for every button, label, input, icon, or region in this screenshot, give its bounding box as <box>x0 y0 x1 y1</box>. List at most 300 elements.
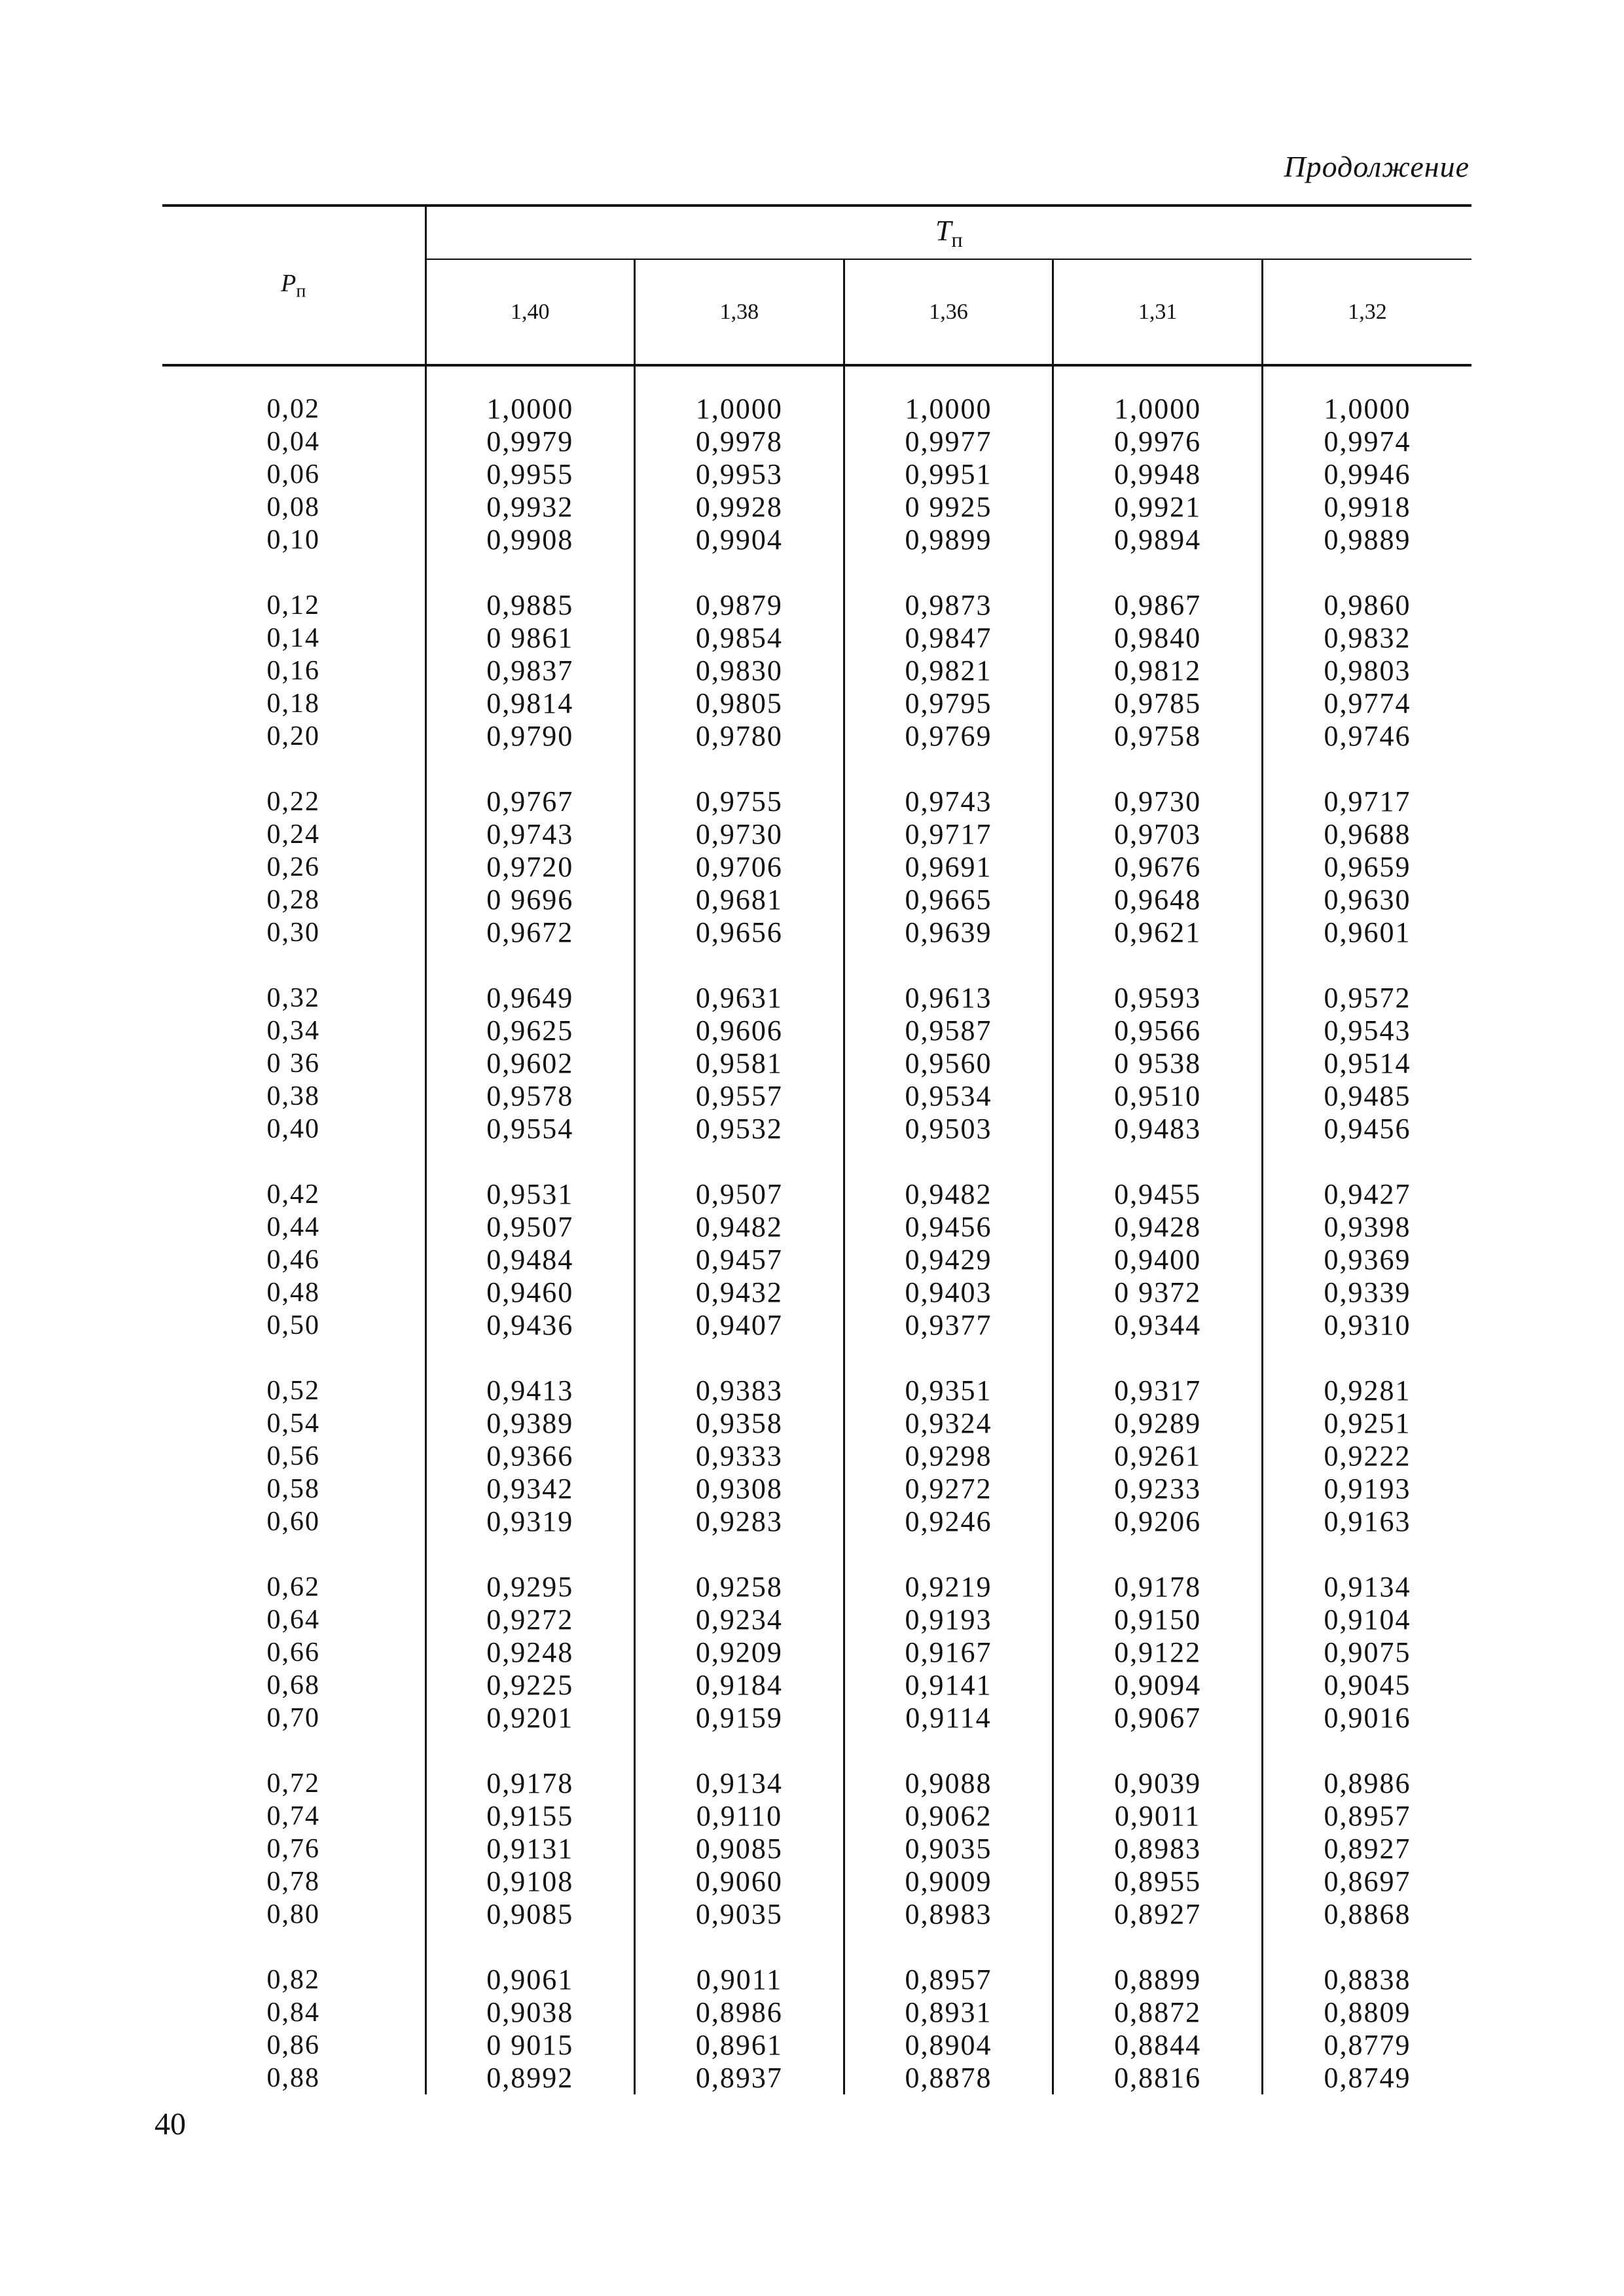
table-row <box>162 1800 1471 1833</box>
value-cell: 0,9894 <box>1053 524 1263 556</box>
value-cell: 0,9104 <box>1324 1604 1411 1636</box>
value-cell: 0,9482 <box>844 1145 1053 1211</box>
value-cell: 0,8955 <box>1053 1865 1263 1898</box>
value-cell: 0,9344 <box>1053 1309 1263 1342</box>
pressure-cell: 0,32 <box>162 949 425 1014</box>
value-cell: 0,9514 <box>1324 1047 1411 1079</box>
pressure-cell: 0,54 <box>162 1407 425 1440</box>
value-cell: 0 9861 <box>425 622 635 655</box>
table-row <box>162 1505 1471 1538</box>
value-cell: 0,9928 <box>635 491 844 524</box>
value-cell: 0,9460 <box>425 1276 635 1309</box>
value-cell: 0,9455 <box>1053 1145 1263 1211</box>
value-cell: 0,9840 <box>1053 622 1263 655</box>
value-cell: 0 9925 <box>844 491 1053 524</box>
value-cell: 0,9951 <box>844 458 1053 491</box>
value-cell: 0,9854 <box>635 622 844 655</box>
value-cell: 0,9613 <box>844 949 1053 1014</box>
value-cell: 0,9134 <box>1324 1571 1411 1603</box>
value-cell: 0,9122 <box>1053 1636 1263 1669</box>
value-cell: 0,9543 <box>1324 1014 1411 1047</box>
value-cell: 1,0000 <box>844 365 1053 425</box>
continuation-heading: Продолжение <box>1284 150 1470 183</box>
table-row <box>162 2029 1471 2062</box>
value-cell: 0,9233 <box>1053 1473 1263 1505</box>
value-cell: 0,9272 <box>844 1473 1053 1505</box>
value-cell: 0,8957 <box>1324 1800 1411 1832</box>
value-cell: 0,9730 <box>635 818 844 851</box>
column-header-temperature: 1,38 <box>635 259 844 365</box>
value-cell: 0,9258 <box>635 1538 844 1604</box>
value-cell: 0,9795 <box>844 687 1053 720</box>
value-cell: 0,9946 <box>1324 458 1411 490</box>
value-cell: 0,9225 <box>425 1669 635 1702</box>
table-row <box>162 2062 1471 2094</box>
value-cell: 0,9889 <box>1324 524 1411 556</box>
value-cell: 0,8809 <box>1324 1996 1411 2028</box>
table-row <box>162 365 1471 425</box>
value-cell: 0,9484 <box>425 1244 635 1276</box>
value-cell: 0,8878 <box>844 2062 1053 2094</box>
value-cell: 0,9310 <box>1324 1309 1411 1341</box>
value-cell: 0,9436 <box>425 1309 635 1342</box>
value-cell: 0,9769 <box>844 720 1053 753</box>
pressure-cell: 0,66 <box>162 1636 425 1669</box>
value-cell: 0 9538 <box>1053 1047 1263 1080</box>
value-cell: 0,9366 <box>425 1440 635 1473</box>
value-cell: 0,9755 <box>635 753 844 818</box>
value-cell: 0,9358 <box>635 1407 844 1440</box>
value-cell: 0,9377 <box>844 1309 1053 1342</box>
pressure-cell: 0,88 <box>162 2062 425 2094</box>
table-row <box>162 491 1471 524</box>
value-cell: 0,9860 <box>1324 589 1411 621</box>
pressure-cell: 0,42 <box>162 1145 425 1211</box>
pressure-cell: 0,20 <box>162 720 425 753</box>
value-cell: 0,9317 <box>1053 1342 1263 1407</box>
value-cell: 0,8904 <box>844 2029 1053 2062</box>
value-cell: 1,0000 <box>425 365 635 425</box>
value-cell: 0,9428 <box>1053 1211 1263 1244</box>
pressure-cell: 0,18 <box>162 687 425 720</box>
value-cell: 0,9011 <box>635 1931 844 1996</box>
value-cell: 0,9948 <box>1053 458 1263 491</box>
table-row <box>162 1014 1471 1047</box>
value-cell: 0,9281 <box>1324 1374 1411 1407</box>
pressure-cell: 0,08 <box>162 491 425 524</box>
value-cell: 0,9403 <box>844 1276 1053 1309</box>
value-cell: 0,9456 <box>844 1211 1053 1244</box>
table-body <box>162 365 1471 2094</box>
value-cell: 0,9758 <box>1053 720 1263 753</box>
data-table-container <box>162 204 1471 2094</box>
pressure-cell: 0,60 <box>162 1505 425 1538</box>
value-cell: 0,9648 <box>1053 884 1263 916</box>
value-cell: 0,9298 <box>844 1440 1053 1473</box>
value-cell: 0,9976 <box>1053 425 1263 458</box>
value-cell: 1,0000 <box>1053 365 1263 425</box>
pressure-cell: 0,40 <box>162 1113 425 1145</box>
value-cell: 0,9108 <box>425 1865 635 1898</box>
table-row <box>162 1309 1471 1342</box>
pressure-cell: 0,12 <box>162 556 425 622</box>
value-cell: 0 9372 <box>1053 1276 1263 1309</box>
table-row <box>162 884 1471 916</box>
value-cell: 0,9560 <box>844 1047 1053 1080</box>
value-cell: 0,9503 <box>844 1113 1053 1145</box>
table-row <box>162 1636 1471 1669</box>
value-cell: 0,9630 <box>1324 884 1411 916</box>
value-cell: 0,9398 <box>1324 1211 1411 1243</box>
column-group-subscript: п <box>951 227 963 251</box>
value-cell: 0,9676 <box>1053 851 1263 884</box>
value-cell: 0,9631 <box>635 949 844 1014</box>
value-cell: 0,9134 <box>635 1734 844 1800</box>
table-row <box>162 1276 1471 1309</box>
value-cell: 0,9805 <box>635 687 844 720</box>
value-cell: 0,9873 <box>844 556 1053 622</box>
value-cell: 0,9222 <box>1324 1440 1411 1472</box>
value-cell: 0,9178 <box>425 1734 635 1800</box>
value-cell: 0,9141 <box>844 1669 1053 1702</box>
pressure-cell: 0,04 <box>162 425 425 458</box>
value-cell: 0,9206 <box>1053 1505 1263 1538</box>
column-header-temperature: 1,31 <box>1053 259 1263 365</box>
value-cell: 0,8872 <box>1053 1996 1263 2029</box>
pressure-cell: 0,76 <box>162 1833 425 1865</box>
value-cell: 0,9507 <box>425 1211 635 1244</box>
table-row <box>162 1833 1471 1865</box>
value-cell: 0,9554 <box>425 1113 635 1145</box>
pressure-cell: 0,52 <box>162 1342 425 1407</box>
pressure-cell: 0,70 <box>162 1702 425 1734</box>
value-cell: 0,9248 <box>425 1636 635 1669</box>
value-cell: 0,9665 <box>844 884 1053 916</box>
value-cell: 0,8983 <box>1053 1833 1263 1865</box>
column-header-temperature: 1,36 <box>844 259 1053 365</box>
value-cell: 0,9295 <box>425 1538 635 1604</box>
value-cell: 0,9812 <box>1053 655 1263 687</box>
pressure-cell: 0,26 <box>162 851 425 884</box>
table-row <box>162 1669 1471 1702</box>
pressure-cell: 0,16 <box>162 655 425 687</box>
value-cell: 0,9790 <box>425 720 635 753</box>
table-row <box>162 655 1471 687</box>
table-row <box>162 1440 1471 1473</box>
table-row <box>162 1702 1471 1734</box>
value-cell: 0,9485 <box>1324 1080 1411 1112</box>
table-row <box>162 1342 1471 1407</box>
value-cell: 0,9510 <box>1053 1080 1263 1113</box>
value-cell: 0,9593 <box>1053 949 1263 1014</box>
value-cell: 0,9837 <box>425 655 635 687</box>
value-cell: 0,9899 <box>844 524 1053 556</box>
data-table <box>162 204 1471 2094</box>
value-cell: 0,9955 <box>425 458 635 491</box>
value-cell: 0,9606 <box>635 1014 844 1047</box>
value-cell: 0,8927 <box>1053 1898 1263 1931</box>
pressure-cell: 0,34 <box>162 1014 425 1047</box>
table-row <box>162 1080 1471 1113</box>
value-cell: 0,9821 <box>844 655 1053 687</box>
value-cell: 0,9780 <box>635 720 844 753</box>
value-cell: 0,9659 <box>1324 851 1411 883</box>
table-row <box>162 818 1471 851</box>
value-cell: 0,9339 <box>1324 1276 1411 1308</box>
table-row <box>162 1734 1471 1800</box>
value-cell: 0,9193 <box>844 1604 1053 1636</box>
value-cell: 0,9201 <box>425 1702 635 1734</box>
value-cell: 0,9131 <box>425 1833 635 1865</box>
value-cell: 0,9289 <box>1053 1407 1263 1440</box>
value-cell: 0,9979 <box>425 425 635 458</box>
pressure-cell: 0 36 <box>162 1047 425 1080</box>
value-cell: 1,0000 <box>1324 393 1411 425</box>
value-cell: 0,9383 <box>635 1342 844 1407</box>
value-cell: 0 9015 <box>425 2029 635 2062</box>
value-cell: 0,9625 <box>425 1014 635 1047</box>
value-cell: 0,9581 <box>635 1047 844 1080</box>
value-cell: 0,8986 <box>1324 1767 1411 1799</box>
value-cell: 0,9706 <box>635 851 844 884</box>
value-cell: 0,9035 <box>844 1833 1053 1865</box>
value-cell: 0,9178 <box>1053 1538 1263 1604</box>
value-cell: 0,9110 <box>635 1800 844 1833</box>
value-cell: 0,8838 <box>1324 1964 1411 1996</box>
value-cell: 0,9432 <box>635 1276 844 1309</box>
value-cell: 0,9601 <box>1324 916 1411 948</box>
table-row <box>162 1145 1471 1211</box>
table-row <box>162 753 1471 818</box>
value-cell: 0,9085 <box>425 1898 635 1931</box>
table-row <box>162 1473 1471 1505</box>
value-cell: 0,9649 <box>425 949 635 1014</box>
table-row <box>162 425 1471 458</box>
value-cell: 0,9566 <box>1053 1014 1263 1047</box>
pressure-cell: 0,82 <box>162 1931 425 1996</box>
value-cell: 0,9184 <box>635 1669 844 1702</box>
value-cell: 0,9767 <box>425 753 635 818</box>
value-cell: 0,9062 <box>844 1800 1053 1833</box>
value-cell: 0,8957 <box>844 1931 1053 1996</box>
table-row <box>162 622 1471 655</box>
value-cell: 0,9672 <box>425 916 635 949</box>
value-cell: 0,8937 <box>635 2062 844 2094</box>
value-cell: 0,9814 <box>425 687 635 720</box>
value-cell: 0,9016 <box>1324 1702 1411 1734</box>
table-row <box>162 524 1471 556</box>
value-cell: 0,9730 <box>1053 753 1263 818</box>
pressure-cell: 0,72 <box>162 1734 425 1800</box>
value-cell: 0,8816 <box>1053 2062 1263 2094</box>
value-cell: 0,9163 <box>1324 1505 1411 1537</box>
value-cell: 0,9234 <box>635 1604 844 1636</box>
table-row <box>162 1113 1471 1145</box>
value-cell: 0,9369 <box>1324 1244 1411 1276</box>
value-cell: 0,9088 <box>844 1734 1053 1800</box>
value-cell: 0,8931 <box>844 1996 1053 2029</box>
value-cell: 0,8697 <box>1324 1865 1411 1897</box>
value-cell: 0,9456 <box>1324 1113 1411 1145</box>
row-header-pressure <box>162 206 425 365</box>
value-cell: 0,9656 <box>635 916 844 949</box>
row-header-symbol: P <box>281 269 297 297</box>
table-row <box>162 1865 1471 1898</box>
value-cell: 0,9578 <box>425 1080 635 1113</box>
column-group-symbol: T <box>935 214 952 247</box>
value-cell: 0,8868 <box>1324 1898 1411 1930</box>
table-row <box>162 1604 1471 1636</box>
value-cell: 0,9167 <box>844 1636 1053 1669</box>
value-cell: 0,9774 <box>1324 687 1411 719</box>
value-cell: 0,9978 <box>635 425 844 458</box>
pressure-cell: 0,48 <box>162 1276 425 1309</box>
value-cell: 0,9534 <box>844 1080 1053 1113</box>
value-cell: 0,8986 <box>635 1996 844 2029</box>
value-cell: 0,9531 <box>425 1145 635 1211</box>
value-cell: 0,9921 <box>1053 491 1263 524</box>
value-cell: 0,9587 <box>844 1014 1053 1047</box>
value-cell: 0,9429 <box>844 1244 1053 1276</box>
table-row <box>162 851 1471 884</box>
value-cell: 0,9150 <box>1053 1604 1263 1636</box>
table-row <box>162 1931 1471 1996</box>
value-cell: 0,9483 <box>1053 1113 1263 1145</box>
value-cell: 0,9691 <box>844 851 1053 884</box>
pressure-cell: 0,86 <box>162 2029 425 2062</box>
pressure-cell: 0,68 <box>162 1669 425 1702</box>
value-cell: 0,9743 <box>425 818 635 851</box>
pressure-cell: 0,50 <box>162 1309 425 1342</box>
value-cell: 0,9621 <box>1053 916 1263 949</box>
value-cell: 0,9045 <box>1324 1669 1411 1701</box>
value-cell: 0,9209 <box>635 1636 844 1669</box>
table-row <box>162 1898 1471 1931</box>
pressure-cell: 0,10 <box>162 524 425 556</box>
value-cell: 0,9557 <box>635 1080 844 1113</box>
table-row <box>162 458 1471 491</box>
value-cell: 0,9094 <box>1053 1669 1263 1702</box>
pressure-cell: 0,58 <box>162 1473 425 1505</box>
value-cell: 0,9867 <box>1053 556 1263 622</box>
value-cell: 0,8899 <box>1053 1931 1263 1996</box>
value-cell: 0,9251 <box>1324 1407 1411 1439</box>
value-cell: 0,9427 <box>1324 1178 1411 1210</box>
value-cell: 0,9400 <box>1053 1244 1263 1276</box>
pressure-cell: 0,02 <box>162 365 425 425</box>
pressure-cell: 0,22 <box>162 753 425 818</box>
value-cell: 0,9067 <box>1053 1702 1263 1734</box>
value-cell: 0,9953 <box>635 458 844 491</box>
value-cell: 0,9703 <box>1053 818 1263 851</box>
pressure-cell: 0,74 <box>162 1800 425 1833</box>
value-cell: 0,9904 <box>635 524 844 556</box>
value-cell: 0,9038 <box>425 1996 635 2029</box>
value-cell: 0,8779 <box>1324 2029 1411 2061</box>
value-cell: 0,9407 <box>635 1309 844 1342</box>
pressure-cell: 0,46 <box>162 1244 425 1276</box>
table-row <box>162 916 1471 949</box>
value-cell: 0,9009 <box>844 1865 1053 1898</box>
value-cell: 0,9011 <box>1053 1800 1263 1833</box>
pressure-cell: 0,14 <box>162 622 425 655</box>
value-cell: 0,9746 <box>1324 720 1411 752</box>
value-cell: 0,8992 <box>425 2062 635 2094</box>
pressure-cell: 0,62 <box>162 1538 425 1604</box>
value-cell: 0,9413 <box>425 1342 635 1407</box>
pressure-cell: 0,06 <box>162 458 425 491</box>
value-cell: 0,9974 <box>1324 425 1411 457</box>
pressure-cell: 0,56 <box>162 1440 425 1473</box>
value-cell: 0,9507 <box>635 1145 844 1211</box>
pressure-cell: 0,30 <box>162 916 425 949</box>
value-cell: 0,9602 <box>425 1047 635 1080</box>
value-cell: 0,8844 <box>1053 2029 1263 2062</box>
pressure-cell: 0,64 <box>162 1604 425 1636</box>
page-number: 40 <box>154 2107 186 2142</box>
value-cell: 0,9572 <box>1324 982 1411 1014</box>
value-cell: 0,9283 <box>635 1505 844 1538</box>
value-cell: 0,8983 <box>844 1898 1053 1931</box>
value-cell: 0,9085 <box>635 1833 844 1865</box>
row-header-subscript: п <box>296 281 306 302</box>
value-cell: 0,9319 <box>425 1505 635 1538</box>
pressure-cell: 0,38 <box>162 1080 425 1113</box>
value-cell: 0,8961 <box>635 2029 844 2062</box>
pressure-cell: 0,28 <box>162 884 425 916</box>
table-row <box>162 1407 1471 1440</box>
value-cell: 0,9035 <box>635 1898 844 1931</box>
value-cell: 0,9457 <box>635 1244 844 1276</box>
value-cell: 0,9389 <box>425 1407 635 1440</box>
value-cell: 0,9261 <box>1053 1440 1263 1473</box>
value-cell: 0,9159 <box>635 1702 844 1734</box>
table-row <box>162 1996 1471 2029</box>
table-row <box>162 687 1471 720</box>
value-cell: 0,9717 <box>1324 785 1411 817</box>
value-cell: 0,9075 <box>1324 1636 1411 1668</box>
value-cell: 0,9803 <box>1324 655 1411 687</box>
value-cell: 0,9333 <box>635 1440 844 1473</box>
value-cell: 0,9977 <box>844 425 1053 458</box>
value-cell: 0,9847 <box>844 622 1053 655</box>
value-cell: 0,9785 <box>1053 687 1263 720</box>
pressure-cell: 0,78 <box>162 1865 425 1898</box>
value-cell: 0,9688 <box>1324 818 1411 850</box>
column-group-temperature <box>425 206 1471 259</box>
value-cell: 0,9351 <box>844 1342 1053 1407</box>
column-header-temperature: 1,40 <box>425 259 635 365</box>
value-cell: 0,9114 <box>844 1702 1053 1734</box>
table-row <box>162 1244 1471 1276</box>
value-cell: 0,9639 <box>844 916 1053 949</box>
column-header-temperature: 1,32 <box>1262 259 1471 365</box>
value-cell: 0,9681 <box>635 884 844 916</box>
pressure-cell: 0,84 <box>162 1996 425 2029</box>
value-cell: 0,9482 <box>635 1211 844 1244</box>
pressure-cell: 0,24 <box>162 818 425 851</box>
value-cell: 0,9324 <box>844 1407 1053 1440</box>
table-header <box>162 206 1471 365</box>
value-cell: 0,9272 <box>425 1604 635 1636</box>
value-cell: 0,9193 <box>1324 1473 1411 1505</box>
value-cell: 0,9532 <box>635 1113 844 1145</box>
value-cell: 0,9308 <box>635 1473 844 1505</box>
value-cell: 0,9246 <box>844 1505 1053 1538</box>
value-cell: 0,9908 <box>425 524 635 556</box>
value-cell: 0,9061 <box>425 1931 635 1996</box>
value-cell: 0,9155 <box>425 1800 635 1833</box>
